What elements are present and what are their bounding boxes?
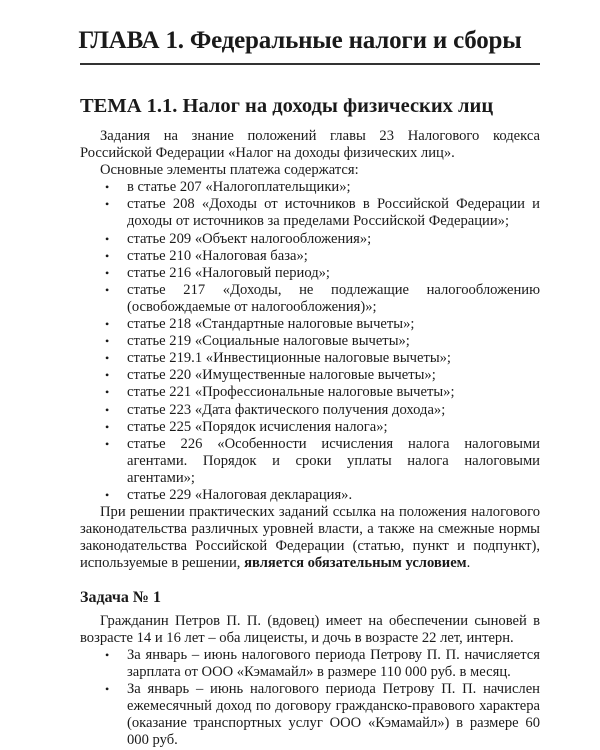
task-item	[80, 681, 540, 749]
article-item	[80, 419, 540, 436]
bullet-icon: •	[105, 385, 110, 400]
elements-intro: Основные элементы платежа содержатся:	[100, 162, 359, 179]
bullet-icon: •	[105, 351, 110, 366]
bullet-icon: •	[105, 265, 110, 280]
list-item-text: статье 209 «Объект налогообложения»;	[127, 230, 372, 247]
requirement-emphasis: является обязательным условием	[244, 555, 467, 572]
bullet-icon: •	[105, 248, 110, 263]
bullet-icon: •	[105, 402, 110, 417]
requirement-paragraph: При решении практических заданий ссылка на положения налогового законодательства различных уровней власти, а также на смежные нормы законодательства Российской Федерации (статью, пункт и подпункт), используемые в решении, является обязательным условием.	[80, 504, 540, 572]
list-item-text: статье 221 «Профессиональные налоговые вычеты»;	[127, 384, 455, 401]
bullet-icon: •	[105, 282, 110, 297]
chapter-title: ГЛАВА 1. Федеральные налоги и сборы	[78, 27, 522, 54]
article-item	[80, 487, 540, 504]
article-item	[80, 248, 540, 265]
article-item	[80, 350, 540, 367]
intro-paragraph: Задания на знание положений главы 23 Налогового кодекса Российской Федерации «Налог на доходы физических лиц».	[80, 128, 540, 162]
document-body	[80, 128, 540, 749]
list-item-text: статье 220 «Имущественные налоговые вычеты»;	[127, 367, 436, 384]
list-item-text: статье 219.1 «Инвестиционные налоговые вычеты»;	[127, 350, 451, 367]
bullet-icon: •	[105, 197, 110, 212]
list-item-text: статье 216 «Налоговый период»;	[127, 264, 330, 281]
list-item-text: статье 229 «Налоговая декларация».	[127, 486, 353, 503]
task-item	[80, 647, 540, 681]
bullet-icon: •	[105, 419, 110, 434]
bullet-icon: •	[105, 368, 110, 383]
article-item	[80, 436, 540, 487]
article-item	[80, 316, 540, 333]
article-item	[80, 265, 540, 282]
list-item-text: статье 208 «Доходы от источников в Российской Федерации и доходы от источников за пределами Российской Федерации»;	[127, 196, 540, 230]
article-item	[80, 231, 540, 248]
list-item-text: статье 223 «Дата фактического получения дохода»;	[127, 401, 446, 418]
article-item	[80, 333, 540, 350]
list-item-text: статье 219 «Социальные налоговые вычеты»;	[127, 333, 410, 350]
bullet-icon: •	[105, 180, 110, 195]
bullet-icon: •	[105, 334, 110, 349]
article-item	[80, 196, 540, 230]
list-item-text: За январь – июнь налогового периода Петрову П. П. начисляется зарплата от ООО «Кэмамайл» в размере 110 000 руб. в месяц.	[127, 646, 540, 680]
list-item-text: в статье 207 «Налогоплательщики»;	[127, 179, 351, 196]
list-item-text: статье 218 «Стандартные налоговые вычеты»;	[127, 316, 415, 333]
list-item-text: статье 225 «Порядок исчисления налога»;	[127, 418, 388, 435]
articles-list	[80, 179, 540, 504]
list-item-text: статье 217 «Доходы, не подлежащие налогообложению (освобождаемые от налогообложения)»;	[127, 281, 540, 315]
bullet-icon: •	[105, 647, 110, 662]
bullet-icon: •	[105, 681, 110, 696]
bullet-icon: •	[105, 436, 110, 451]
article-item	[80, 367, 540, 384]
task-items-list	[80, 647, 540, 750]
list-item-text: статье 226 «Особенности исчисления налога налоговыми агентами. Порядок и сроки уплаты налога налоговыми агентами»;	[127, 435, 540, 486]
article-item	[80, 282, 540, 316]
bullet-icon: •	[105, 317, 110, 332]
bullet-icon: •	[105, 231, 110, 246]
article-item	[80, 179, 540, 196]
list-item-text: статье 210 «Налоговая база»;	[127, 247, 308, 264]
task-paragraph: Гражданин Петров П. П. (вдовец) имеет на обеспечении сыновей в возрасте 14 и 16 лет – оба лицеисты, и дочь в возрасте 22 лет, интерн.	[80, 612, 540, 646]
article-item	[80, 384, 540, 401]
article-item	[80, 402, 540, 419]
task-title: Задача № 1	[80, 589, 161, 607]
topic-title: ТЕМА 1.1. Налог на доходы физических лиц	[80, 95, 494, 117]
chapter-divider	[80, 63, 540, 65]
bullet-icon: •	[105, 487, 110, 502]
list-item-text: За январь – июнь налогового периода Петрову П. П. начислен ежемесячный доход по договору гражданско-правового характера (оказание транспортных услуг ООО «Кэмамайл») в размере 60 000 руб.	[127, 680, 540, 749]
